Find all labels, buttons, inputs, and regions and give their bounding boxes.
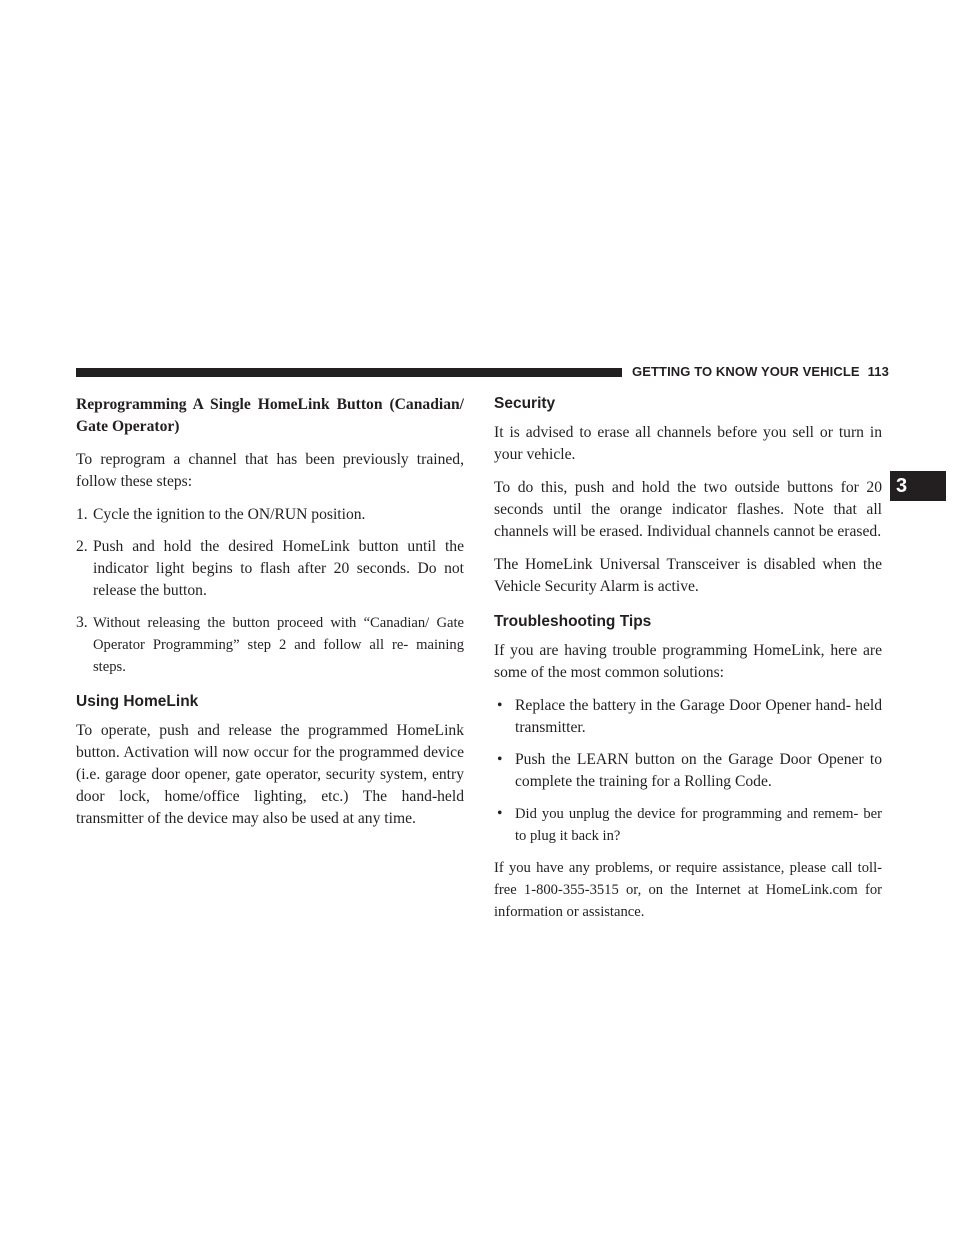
security-paragraph: It is advised to erase all channels before you sell or turn in your vehicle. [494,424,882,463]
step-item [76,536,464,602]
using-homelink-heading: Using HomeLink [76,693,199,710]
step-number: 2. [76,538,88,555]
bullet-icon: • [497,805,503,822]
troubleshooting-intro: If you are having trouble programming HomeLink, here are some of the most common solutions: [494,642,882,681]
step-text: Without releasing the button proceed with “Canadian/ Gate Operator Programming” step 2 and follow all re- maining steps. [93,615,464,675]
list-item [494,749,882,793]
right-column [494,394,882,934]
reprogram-intro: To reprogram a channel that has been previously trained, follow these steps: [76,451,464,490]
step-number: 1. [76,506,88,523]
bullet-icon: • [497,751,503,768]
closing-paragraph: If you have any problems, or require assistance, please call toll-free 1-800-355-3515 or, on the Internet at HomeLink.com for information or assistance. [494,860,882,920]
security-paragraph: The HomeLink Universal Transceiver is disabled when the Vehicle Security Alarm is active. [494,556,882,595]
list-item-text: Replace the battery in the Garage Door Opener hand- held transmitter. [515,697,882,736]
security-paragraph: To do this, push and hold the two outside buttons for 20 seconds until the orange indicator flashes. Note that all channels will be erased. Individual channels cannot be erased. [494,479,882,540]
step-item [76,612,464,678]
list-item [494,695,882,739]
reprogram-heading: Reprogramming A Single HomeLink Button (Canadian/ Gate Operator) [76,396,464,435]
chapter-title: GETTING TO KNOW YOUR VEHICLE [632,364,860,379]
using-homelink-text: To operate, push and release the programmed HomeLink button. Activation will now occur for the programmed device (i.e. garage door opener, gate operator, security system, entry door lock, home/office lighting, etc.) The hand-held transmitter of the device may also be used at any time. [76,722,464,827]
list-item-text: Did you unplug the device for programming and remem- ber to plug it back in? [515,806,882,844]
chapter-tab [890,471,946,501]
troubleshooting-heading: Troubleshooting Tips [494,613,652,630]
bullet-icon: • [497,697,503,714]
running-header [632,364,889,380]
list-item-text: Push the LEARN button on the Garage Door Opener to complete the training for a Rolling Code. [515,751,882,790]
step-number: 3. [76,614,88,631]
chapter-tab-number: 3 [896,475,908,497]
security-heading: Security [494,395,556,412]
step-item [76,504,464,526]
page-number: 113 [867,364,889,379]
list-item [494,803,882,847]
step-text: Push and hold the desired HomeLink button until the indicator light begins to flash after 20 seconds. Do not release the button. [93,538,464,599]
left-column [76,394,464,841]
header-rule [76,368,622,377]
step-text: Cycle the ignition to the ON/RUN position. [93,506,366,523]
